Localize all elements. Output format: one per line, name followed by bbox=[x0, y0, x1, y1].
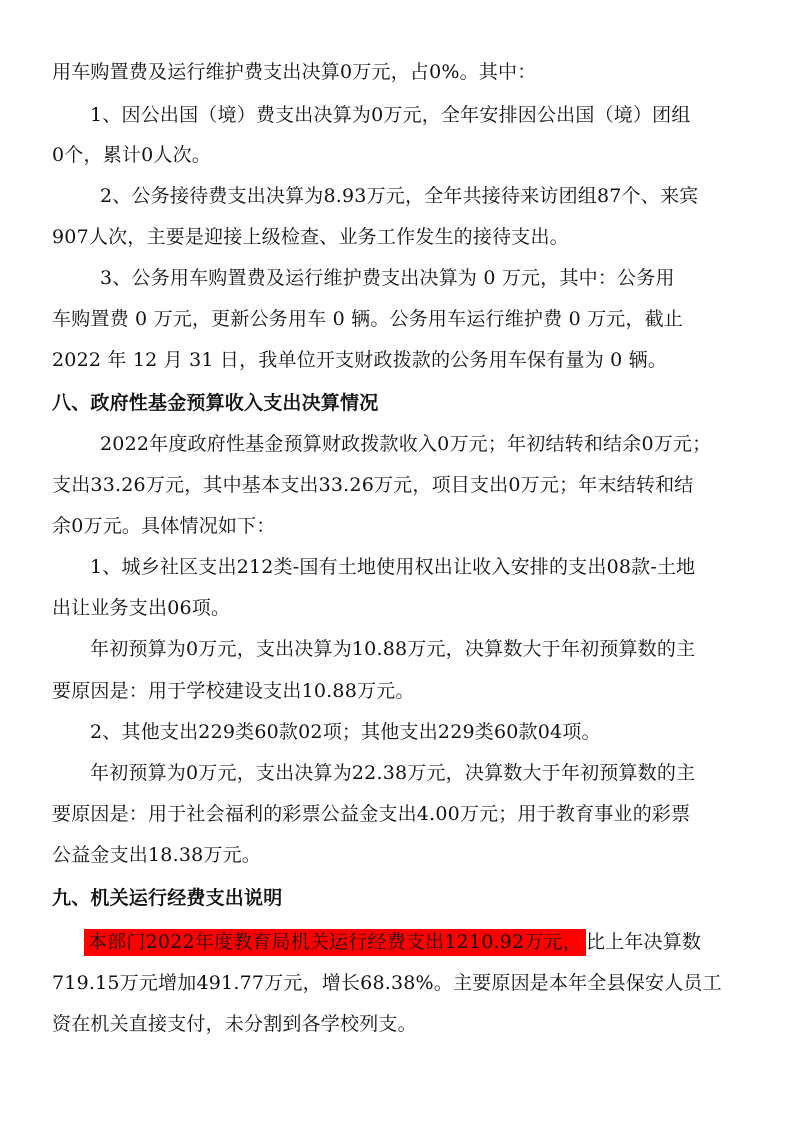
paragraph-line: 公益金支出18.38万元。 bbox=[52, 844, 261, 866]
highlighted-text: 本部门2022年度教育局机关运行经费支出1210.92万元， bbox=[84, 929, 586, 956]
paragraph-line: 0个，累计0人次。 bbox=[52, 144, 211, 166]
paragraph-line: 2、其他支出229类60款02项；其他支出229类60款04项。 bbox=[90, 721, 601, 743]
section-heading-8: 八、政府性基金预算收入支出决算情况 bbox=[52, 392, 379, 414]
paragraph-line: 2022年度政府性基金预算财政拨款收入0万元；年初结转和结余0万元； bbox=[100, 433, 712, 455]
paragraph-line: 要原因是：用于学校建设支出10.88万元。 bbox=[52, 680, 415, 702]
paragraph-text: 比上年决算数 bbox=[585, 931, 702, 953]
paragraph-line: 907人次，主要是迎接上级检查、业务工作发生的接待支出。 bbox=[52, 226, 569, 248]
paragraph-line: 3、公务用车购置费及运行维护费支出决算为 0 万元，其中：公务用 bbox=[100, 267, 675, 289]
paragraph-line: 用车购置费及运行维护费支出决算0万元，占0%。其中： bbox=[52, 61, 537, 83]
section-heading-9: 九、机关运行经费支出说明 bbox=[52, 887, 283, 909]
paragraph-line: 2022 年 12 月 31 日，我单位开支财政拨款的公务用车保有量为 0 辆。 bbox=[52, 349, 668, 371]
paragraph-line: 1、城乡社区支出212类-国有土地使用权出让收入安排的支出08款-土地 bbox=[90, 556, 696, 578]
paragraph-line: 支出33.26万元，其中基本支出33.26万元，项目支出0万元；年末结转和结 bbox=[52, 474, 694, 496]
paragraph-line: 719.15万元增加491.77万元，增长68.38%。主要原因是本年全县保安人员工 bbox=[52, 972, 722, 994]
paragraph-line: 2、公务接待费支出决算为8.93万元，全年共接待来访团组87个、来宾 bbox=[100, 185, 699, 207]
paragraph-line bbox=[90, 930, 752, 954]
paragraph-line: 车购置费 0 万元，更新公务用车 0 辆。公务用车运行维护费 0 万元，截止 bbox=[52, 308, 684, 330]
paragraph-line: 余0万元。具体情况如下： bbox=[52, 515, 276, 537]
paragraph-line: 要原因是：用于社会福利的彩票公益金支出4.00万元；用于教育事业的彩票 bbox=[52, 803, 691, 825]
paragraph-line: 1、因公出国（境）费支出决算为0万元，全年安排因公出国（境）团组 bbox=[90, 104, 691, 126]
paragraph-line: 出让业务支出06项。 bbox=[52, 597, 231, 619]
paragraph-line: 资在机关直接支付，未分割到各学校列支。 bbox=[52, 1013, 417, 1035]
paragraph-line: 年初预算为0万元，支出决算为10.88万元，决算数大于年初预算数的主 bbox=[90, 638, 696, 660]
paragraph-line: 年初预算为0万元，支出决算为22.38万元，决算数大于年初预算数的主 bbox=[90, 762, 696, 784]
